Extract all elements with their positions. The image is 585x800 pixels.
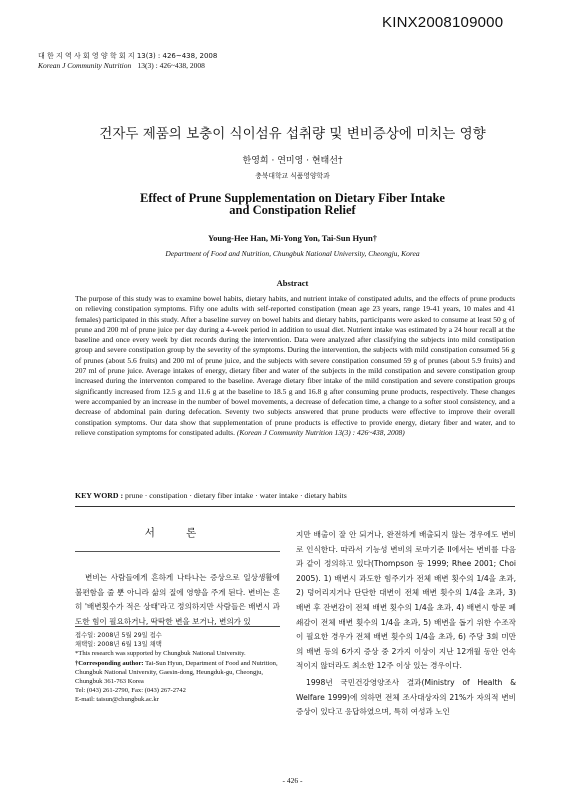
journal-volume-english: 13(3) : 426~438, 2008 xyxy=(137,61,205,70)
footnote-support: *This research was supported by Chungbuk National University. xyxy=(75,650,246,658)
right-column-paragraph-2-wrap xyxy=(296,676,516,720)
title-english-line1: Effect of Prune Supplementation on Dietary Fiber Intake xyxy=(140,191,445,205)
footnote-received: 접수일: 2008년 5월 29일 접수 xyxy=(75,632,162,639)
footnotes xyxy=(75,631,287,705)
title-english xyxy=(0,192,585,216)
footnote-corresponding xyxy=(75,659,287,687)
right-column-text xyxy=(296,528,516,720)
keywords xyxy=(75,491,515,500)
journal-info-korean: 대 한 지 역 사 회 영 양 학 회 지 13(3) : 426~438, 2008 xyxy=(38,52,218,60)
abstract-body xyxy=(75,294,515,438)
footnote-corresponding-text: Tai-Sun Hyun, Department of Food and Nutrition, Chungbuk National University, Gaesin-dong, Heungduk-gu, Cheongju, Chungbuk 361-763 Korea xyxy=(75,659,278,686)
right-column-paragraph-1: 지만 배출이 잘 안 되거나, 완전하게 배출되지 않는 경우에도 변비로 인식한다. 따라서 기능성 변비의 로마기준 II에서는 변비를 다음과 같이 정의하고 있다(Thompson 등 1999; Rhee 2001; Choi 2005). 1) 배변시 과도한 힘주기가 전체 배변 횟수의 1/4을 초과, 2) 덩어리지거나 단단한 대변이 전체 배변 횟수의 1/4을 초과, 3) 배변 후 잔변감이 전체 배변 횟수의 1/4을 초과, 4) 배변시 항문 폐쇄감이 전체 배변 횟수의 1/4을 초과, 5) 배변을 돕기 위한 수조작이 필요한 경우가 전체 배변 횟수의 1/4을 초과, 6) 주당 3회 미만의 배변 등의 6가지 증상 중 2가지 이상이 지난 12개월 동안 연속적이지 않더라도 최소한 12주 이상 있는 경우이다. xyxy=(296,530,516,671)
document-id: KINX2008109000 xyxy=(382,14,504,31)
authors-korean: 한영희 · 연미영 · 현태선† xyxy=(242,156,343,166)
keywords-list: prune · constipation · dietary fiber intake · water intake · dietary habits xyxy=(125,491,347,500)
affiliation-korean: 충북대학교 식품영양학과 xyxy=(255,172,330,180)
affiliation-english: Department of Food and Nutrition, Chungbuk National University, Cheongju, Korea xyxy=(165,249,420,258)
title-english-line2: and Constipation Relief xyxy=(229,203,356,217)
section-divider xyxy=(75,506,515,507)
introduction-heading: 서 론 xyxy=(144,527,211,539)
abstract-citation: (Korean J Community Nutrition 13(3) : 426~438, 2008) xyxy=(236,427,405,437)
keywords-label: KEY WORD : xyxy=(75,491,124,500)
right-column-paragraph-2: 1998년 국민건강영양조사 결과(Ministry of Health & Welfare 1999)에 의하면 전체 조사대상자의 21%가 자의적 변비증상이 있다고 응답하였으며, 특히 여성과 노인 xyxy=(296,677,516,717)
left-column-paragraph: 변비는 사람들에게 흔하게 나타나는 증상으로 일상생활에 불편함을 줄 뿐 아니라 삶의 질에 영향을 주게 된다. 변비는 흔히 '배변횟수가 적은 상태'라고 정의하지만 사람들은 배변시 과도한 힘이 필요하거나, 딱딱한 변을 보거나, 변의가 있 xyxy=(75,573,280,626)
journal-info xyxy=(38,51,217,71)
footnote-accepted: 채택일: 2008년 6월 13일 채택 xyxy=(75,641,162,649)
authors-english: Young-Hee Han, Mi-Yong Yon, Tai-Sun Hyun† xyxy=(207,233,378,243)
abstract-heading: Abstract xyxy=(276,278,309,288)
footnote-corresponding-label: †Corresponding author: xyxy=(75,659,144,667)
left-column-text xyxy=(75,571,280,629)
journal-info-english xyxy=(38,61,217,71)
footnote-rule xyxy=(75,626,280,627)
footnote-tel: Tel: (043) 261-2790, Fax: (043) 267-2742 xyxy=(75,687,186,695)
abstract-text: The purpose of this study was to examine bowel habits, dietary habits, and nutrient intake of constipated adults, and the effects of prune products on relieving constipation symptoms. Fifty one adults with self-reported constipation (mean age 23 years, range 19-41 years, 10 males and 41 females) participated in this study. After a baseline survey on bowel habits and dietary habits, participants were asked to consume at least 50 g of prune and 200 ml of prune juice per day during a 4-week period in addition to usual diet. Nutrient intake was estimated by a 24 hour recall at the baseline and once every week by diet records during the intervention. Data were analyzed after classifying the subjects into mild constipation group and severe constipation group by the severity of the symptoms. During the intervention, the subjects with mild constipation consumed 56 g of prunes (about 5.6 fruits) and 200 ml of prune juice, and the subjects with severe constipation consumed 59 g of prunes (about 5.9 fruits) and 207 ml of prune juice. Average intakes of energy, dietary fiber and water of the subjects in the mild constipation and severe constipation group increased during the interventon compared to the baseline. Average dietary fiber intake of the mild constipation and severe constipation groups significantly increased from 12.5 g and 11.6 g at the baseline to 18.5 g and 16.8 g after consuming prune products, respectively. These changes were accompanied by an increase in the number of bowel movements, a decrease of defecation time, a change to a softer stool consistency, and a decrease of abdominal pain during defecation. Seventy two subjects answered that prune products were effective to improve their overall constipation symptoms. Our data show that supplementation of prune products is effective to provide energy, dietary fiber and water, and to relieve constipation symptoms for constipated adults. xyxy=(75,294,515,437)
page-number: - 426 - xyxy=(282,776,303,785)
footnote-email: E-mail: taisun@chungbuk.ac.kr xyxy=(75,696,159,704)
title-korean: 건자두 제품의 보충이 식이섬유 섭취량 및 변비증상에 미치는 영향 xyxy=(99,126,486,142)
journal-name-english: Korean J Community Nutrition xyxy=(38,61,132,70)
introduction-heading-rule xyxy=(75,551,280,552)
